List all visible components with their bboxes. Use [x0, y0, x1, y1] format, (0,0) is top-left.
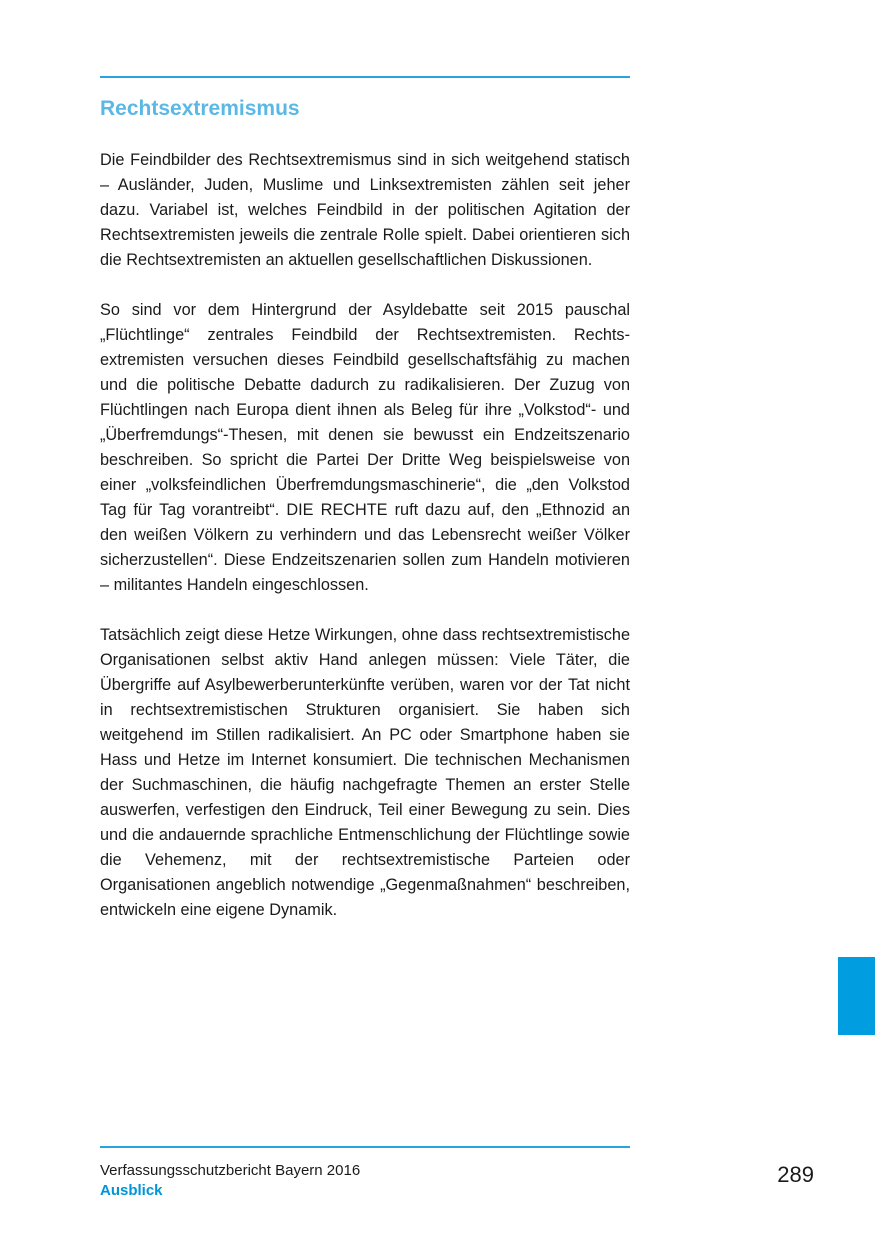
footer-publication-title: Verfassungsschutzbericht Bayern 2016 — [100, 1162, 361, 1179]
paragraph: Tatsächlich zeigt diese Hetze Wirkungen, ohne dass rechtsextremistische Organisationen selbst aktiv Hand anlegen müssen: Viele Täter, die Übergriffe auf Asylbewerberunterkünfte verüben, waren vor der Tat nicht in rechtsextremistischen Strukturen organisiert. Sie haben sich weitgehend im Stillen radikalisiert. An PC oder Smartphone haben sie Hass und Hetze im Internet konsumiert. Die technischen Mechanismen der Suchmaschinen, die häufig nachgefragte Themen an erster Stelle auswerfen, verfestigen den Eindruck, Teil einer Bewegung zu sein. Dies und die andauernde sprachliche Entmenschlichung der Flüchtlinge sowie die Vehemenz, mit der rechtsextremistische Parteien oder Organisationen angeblich notwendige „Gegenmaßnahmen“ beschreiben, entwickeln eine eigene Dynamik. — [100, 626, 630, 919]
section-heading: Rechtsextremismus — [100, 97, 300, 120]
body-text — [100, 148, 630, 948]
chapter-tab-marker — [838, 957, 875, 1035]
top-divider — [100, 76, 630, 78]
page-number: 289 — [777, 1162, 814, 1187]
paragraph: So sind vor dem Hintergrund der Asyldebatte seit 2015 pauschal „Flüchtlinge“ zentrales Feindbild der Rechtsextremisten. Rechtsextremisten versuchen dieses Feindbild gesellschaftsfähig zu machen und die politische Debatte dadurch zu radikalisieren. Der Zuzug von Flüchtlingen nach Europa dient ihnen als Beleg für ihre „Volkstod“- und „Überfremdungs“-Thesen, mit denen sie bewusst ein Endzeitszenario beschreiben. So spricht die Partei Der Dritte Weg beispielsweise von einer „volksfeindlichen Überfremdungsmaschinerie“, die „den Volkstod Tag für Tag vorantreibt“. DIE RECHTE ruft dazu auf, den „Ethnozid an den weißen Völkern zu verhindern und das Lebensrecht weißer Völker sicherzustellen“. Diese Endzeitszenarien sollen zum Handeln motivieren – militantes Handeln eingeschlossen. — [100, 301, 630, 594]
footer-section-name: Ausblick — [100, 1182, 163, 1199]
paragraph: Die Feindbilder des Rechtsextremismus sind in sich weitgehend statisch – Ausländer, Juden, Muslime und Linksextremisten zählen seit jeher dazu. Variabel ist, welches Feindbild in der politischen Agitation der Rechtsextremisten jeweils die zentrale Rolle spielt. Dabei orientieren sich die Rechtsextremisten an aktuellen gesellschaftlichen Diskussionen. — [100, 151, 630, 269]
footer-divider — [100, 1146, 630, 1148]
